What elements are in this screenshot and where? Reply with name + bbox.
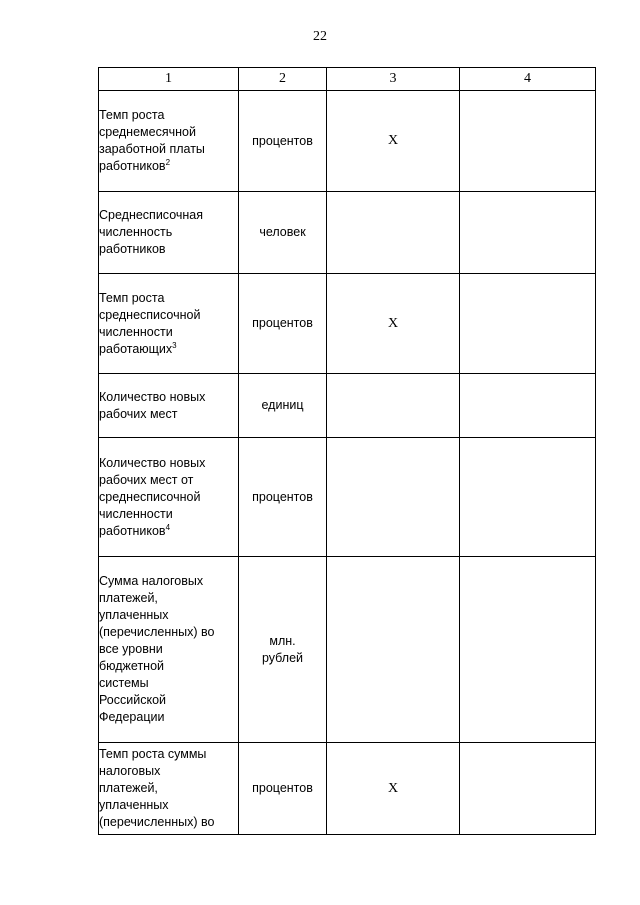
indicator-text: Среднесписочная численность работников xyxy=(99,208,204,256)
unit-cell: процентов xyxy=(239,274,327,374)
table-row xyxy=(99,438,596,557)
indicator-text: Количество новых рабочих мест от среднесписочной численности работников xyxy=(99,455,206,538)
col3-cell xyxy=(327,374,460,438)
indicator-cell xyxy=(99,743,239,835)
indicator-text: Сумма налоговых платежей, уплаченных (перечисленных) во все уровни бюджетной системы Российской Федерации xyxy=(99,574,215,724)
indicator-cell xyxy=(99,91,239,192)
col4-cell xyxy=(460,743,596,835)
page-number: 22 xyxy=(313,29,327,44)
footnote-marker: 2 xyxy=(165,157,171,167)
col4-cell xyxy=(460,374,596,438)
footnote-marker: 3 xyxy=(172,340,177,350)
table-row xyxy=(99,374,596,438)
table-row xyxy=(99,274,596,374)
indicator-cell xyxy=(99,374,239,438)
col3-cell: X xyxy=(327,91,460,192)
col4-cell xyxy=(460,192,596,274)
col3-cell xyxy=(327,438,460,557)
unit-cell: человек xyxy=(239,192,327,274)
unit-cell: млн. рублей xyxy=(239,557,327,743)
unit-cell: процентов xyxy=(239,91,327,192)
col4-cell xyxy=(460,274,596,374)
table-row xyxy=(99,192,596,274)
table-header-row xyxy=(99,68,596,91)
table-row xyxy=(99,91,596,192)
col4-cell xyxy=(460,91,596,192)
table-row xyxy=(99,557,596,743)
indicator-cell xyxy=(99,274,239,374)
header-cell-4: 4 xyxy=(460,68,596,91)
col3-cell: X xyxy=(327,274,460,374)
col3-cell xyxy=(327,192,460,274)
indicator-cell xyxy=(99,438,239,557)
col4-cell xyxy=(460,438,596,557)
indicator-cell xyxy=(99,192,239,274)
indicator-text: Количество новых рабочих мест xyxy=(99,389,206,421)
indicator-text: Темп роста среднесписочной численности работающих xyxy=(99,290,201,356)
table-row xyxy=(99,743,596,835)
indicators-table xyxy=(98,67,596,835)
indicator-text: Темп роста суммы налоговых платежей, уплаченных (перечисленных) во xyxy=(99,747,215,829)
col3-cell xyxy=(327,557,460,743)
col4-cell xyxy=(460,557,596,743)
indicator-cell xyxy=(99,557,239,743)
col3-cell: X xyxy=(327,743,460,835)
header-cell-3: 3 xyxy=(327,68,460,91)
unit-cell: процентов xyxy=(239,438,327,557)
unit-cell: процентов xyxy=(239,743,327,835)
footnote-marker: 4 xyxy=(165,522,171,532)
header-cell-2: 2 xyxy=(239,68,327,91)
unit-cell: единиц xyxy=(239,374,327,438)
header-cell-1: 1 xyxy=(99,68,239,91)
indicator-text: Темп роста среднемесячной заработной платы работников xyxy=(99,108,205,173)
